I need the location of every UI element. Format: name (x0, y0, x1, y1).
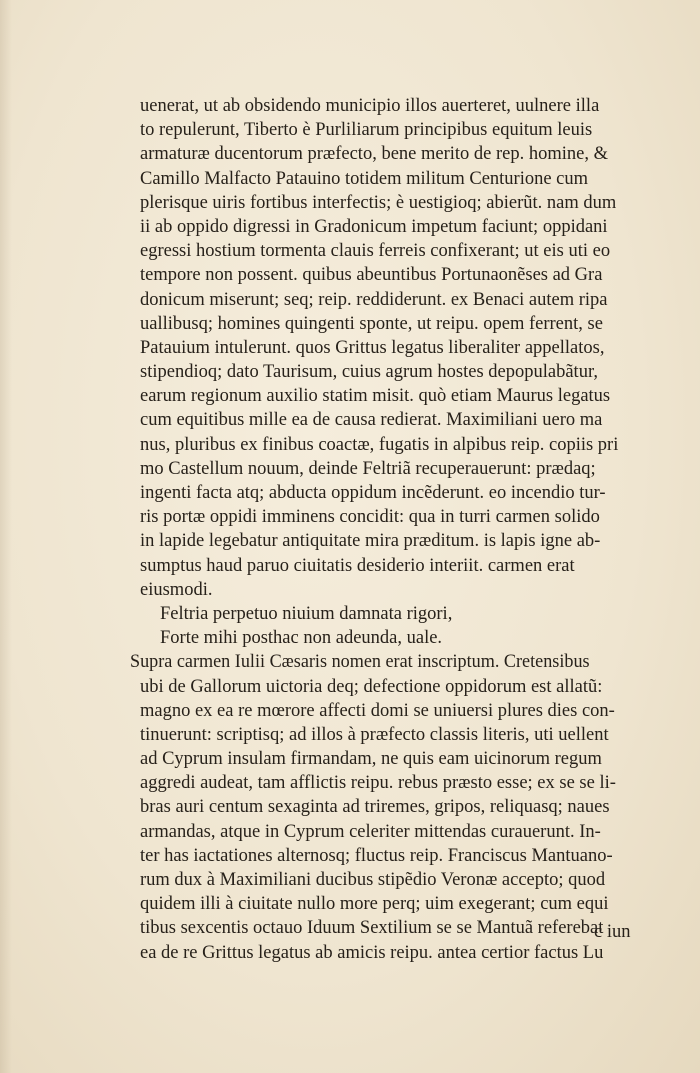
text-line: ingenti facta atq; abducta oppidum incẽderunt. eo incendio tur- (140, 483, 606, 503)
text-line: bras auri centum sexaginta ad triremes, gripos, reliquasq; naues (140, 797, 610, 818)
text-line: to repulerunt, Tiberto è Purliliarum principibus equitum leuis (140, 120, 593, 141)
text-line: Patauium intulerunt. quos Grittus legatus liberaliter appellatos, (140, 337, 605, 358)
text-line: uenerat, ut ab obsidendo municipio illos auerteret, uulnere illa (140, 96, 600, 116)
text-line: plerisque uiris fortibus interfectis; è uestigioq; abierũt. nam dum (140, 192, 617, 213)
verse-line: Forte mihi posthac non adeunda, uale. (160, 628, 443, 649)
text-line: uallibusq; homines quingenti sponte, ut reipu. opem ferrent, se (140, 313, 603, 334)
text-line: ris portæ oppidi imminens concidit: qua in turri carmen solido (140, 507, 600, 528)
text-line: cum equitibus mille ea de causa redierat. Maximiliani uero ma (140, 410, 603, 431)
text-line: Supra carmen Iulii Cæsaris nomen erat inscriptum. Cretensibus (130, 652, 590, 673)
text-line: in lapide legebatur antiquitate mira præditum. is lapis igne ab- (140, 531, 601, 552)
page-gutter-shadow (0, 0, 12, 1073)
text-line: stipendioq; dato Taurisum, cuius agrum hostes depopulabãtur, (140, 362, 598, 383)
catchword: c iun (594, 922, 631, 942)
text-line: ad Cyprum insulam firmandam, ne quis eam uicinorum regum (140, 749, 602, 770)
text-line: ii ab oppido digressi in Gradonicum impetum faciunt; oppidani (140, 216, 608, 237)
verse-line: Feltria perpetuo niuium damnata rigori, (160, 603, 453, 624)
text-line: Camillo Malfacto Patauino totidem militum Centurione cum (140, 168, 589, 189)
text-line: magno ex ea re mœrore affecti domi se uniuersi plures dies con- (140, 700, 615, 721)
text-line: nus, pluribus ex finibus coactæ, fugatis in alpibus reip. copiis pri (140, 434, 619, 455)
text-line: donicum miserunt; seq; reip. reddiderunt. ex Benaci autem ripa (140, 289, 608, 310)
text-line: rum dux à Maximiliani ducibus stipẽdio Veronæ accepto; quod (140, 870, 606, 890)
text-line: ea de re Grittus legatus ab amicis reipu. antea certior factus Lu (140, 942, 604, 963)
text-line: tibus sexcentis octauo Iduum Sextilium se se Mantuã referebat (140, 918, 604, 939)
text-block (130, 94, 652, 965)
text-line: mo Castellum nouum, deinde Feltriã recuperauerunt: prædaq; (140, 458, 596, 479)
text-line: ter has iactationes alternosq; fluctus reip. Franciscus Mantuano- (140, 845, 613, 866)
text-line: earum regionum auxilio statim misit. quò etiam Maurus legatus (140, 386, 611, 407)
text-line: tinuerunt: scriptisq; ad illos à præfecto classis literis, uti uellent (140, 724, 609, 745)
text-line: eiusmodi. (140, 579, 213, 600)
text-line: tempore non possent. quibus abeuntibus Portunaonẽses ad Gra (140, 265, 603, 286)
text-line: armandas, atque in Cyprum celeriter mittendas curauerunt. In- (140, 821, 601, 842)
text-line: sumptus haud paruo ciuitatis desiderio interiit. carmen erat (140, 555, 575, 576)
text-line: aggredi audeat, tam afflictis reipu. rebus præsto esse; ex se se li- (140, 773, 616, 794)
text-line: ubi de Gallorum uictoria deq; defectione oppidorum est allatũ: (140, 676, 603, 697)
text-line: armaturæ ducentorum præfecto, bene merito de rep. homine, & (140, 144, 609, 165)
text-line: quidem illi à ciuitate nullo more perq; uim exegerant; cum equi (140, 894, 609, 915)
text-line: egressi hostium tormenta clauis ferreis confixerant; ut eis uti eo (140, 241, 611, 262)
